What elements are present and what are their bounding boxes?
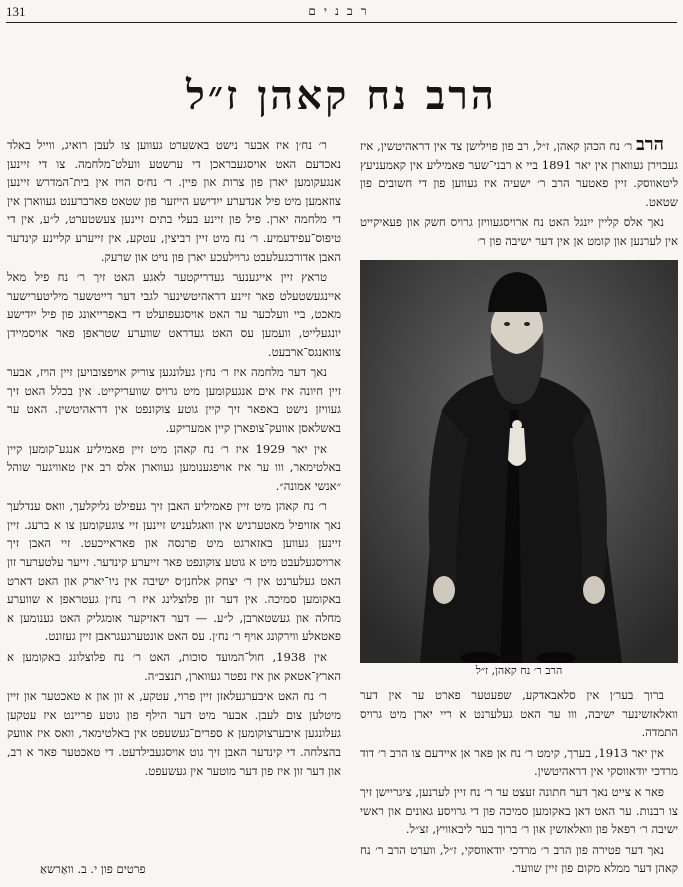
running-head-title: רבנים <box>308 4 375 18</box>
left-paragraph-1: ר׳ נח׳ן איז אבער נישט באשערט געווען צו לעבן רואיג, ווייל באלד נאכדעם האט אויסגעבראכן די ערשטע וועלט־מלחמה. צו די זיינען אנגעקומען יארן פון צרות און פיין. ר׳ נח׳ס הויז אין בית־המדרש זיינען צוזאמען מיט פיל אנדערע ייִדישע הייזער פון שטאט פארברענט געווארן אין די מלחמה יארן. פיל פון זיינע בעלי בתים זיינען צעשטערט, ל״ע, אין די טיפוס־עפידעמיע. ר׳ נח מיט זיין רביצין, עטקע, אין זייערע קליינע קינדער האבן אדורכגעלעבט גרוילעכע יארן פון נויט און שרעק. <box>7 138 341 264</box>
left-paragraph-6: אין 1938, חול־המועד סוכות, האט ר׳ נח פלוצלונג באקומען א הארץ־אטאק און איז נפטר געווארן, תנצב״ה. <box>7 650 341 683</box>
right-column-upper <box>360 136 678 253</box>
portrait-photo <box>360 260 678 663</box>
left-paragraph-7: ר׳ נח האט איבערגעלאזן זיין פרוי, עטקע, א זון און א טאכטער און זיין מיטלען צום לעבן. אבער מיט דער הילף פון גוטע פריינט איז עטקען געלונגען איבערצוקומען א ספרים־געשעפט אין באלטימאר, וואס איז אוועק בהצלחה. די קינדער האבן זיך גוט אויסגעבילדעט. די טאכטער פאר א רב, און דער זון איז פון דער מוטער אין געשעפט. <box>7 689 341 778</box>
left-paragraph-4: אין יאר 1929 איז ר׳ נח קאהן מיט זיין פאמיליע אנגע־קומען קיין באלטימאר, ווו ער איז אויפגענומען געווארן אלס רב אין טאוויגער שוהל ״אנשי אמונה״. <box>7 441 341 493</box>
right-paragraph-2: נאך אלס קליין ייִנגל האט נח ארויסגעוויזן גרויס חשק און פעאיקייט אין לערנען און קומט אן אין דער ישיבה פון ר׳ <box>360 215 678 248</box>
left-column <box>7 136 341 782</box>
source-credit: פרטים פון י. ב. וואַרשאַ <box>40 862 146 876</box>
right-lower-paragraph-2: אין יאר 1913, בערך, קימט ר׳ נח אן פאר אן איידעם צו הרב ר׳ דוד מרדכי יודאווסקי אין דראהיטשין. <box>360 745 678 779</box>
left-paragraph-5: ר׳ נח קאהן מיט זיין פאמיליע האבן זיך געפילט גליקלעך, וואס ענדלעך נאך אזויפיל מאטערניש אין וואגלעניש זיינען זיי צוגעקומען צו א ברעג. זיין זיינען געווען באזארגט מיט פרנסה און פאראייכעט. זיי האבן זיך ארויסגעלעבט מיט א גוטע צוקונפט פאר זייערע קינדער. זייער עלטערער זון האט געלערנט אין ר׳ יצחק אלחנן׳ס ישיבה אין ניו־יארק און האט דארט באקומען סמיכה. אין דער זון פלוצלינג איז ר׳ נח׳ן געטראפן א שווערע מחלה און געשטארבן, ל״ע. — דער דאזיקער אומגליק האט גענומען א פאטאלע ווירקונג אויף ר׳ נח׳ן. עס האט אונטערגעגראבן זיין געזונט. <box>7 499 341 644</box>
left-paragraph-2: טראץ זיין אייגענער געדריקטער לאגע האט זיך ר׳ נח פיל מאל איינגעשטעלט פאר זיינע דראהיטשינער לגבי דער דייטשער מיליטערישער מאכט, ביי וועלכער ער האט אויסגעפועלט די באפרייאונג פון פיל ייִדישע יונגעלייט, וועמען עס האט געדראט שווערע שטראפן פאר אויסמיידן צוואנגס־ארבעט. <box>7 270 341 359</box>
right-lower-paragraph-4: נאך דער פטירה פון הרב ר׳ מרדכי יודאווסקי, ז״ל, ווערט הרב ר׳ נח קאהן דער ממלא מקום פון זיין שווער. <box>360 842 678 876</box>
article-title: הרב נח קאהן ז״ל <box>186 72 497 119</box>
page-number: 131 <box>6 4 26 19</box>
right-lower-paragraph-1: ברוך בער׳ן אין סלאבאדקע, שפעטער פארט ער אין דער וואלאזשינער ישיבה, ווו ער האט געלערנט א ריי יארן מיט גרויס התמדה. <box>360 688 678 740</box>
lead-word: הרב <box>636 134 664 155</box>
right-lower-paragraph-3: פאר א צייט נאך דער חתונה זעצט ער ר׳ נח זיין לערנען, ציגריישן זיך צו רבנות. ער האט דאן באקומען סמיכה פון די גרויסע גאונים און ראשי ישיבה ר׳ רפאל פון וואלאזשין און ר׳ ברוך בער ליבאוויץ, זצ״ל. <box>360 784 678 837</box>
running-header <box>6 4 677 23</box>
portrait-illustration <box>360 260 678 663</box>
left-paragraph-3: נאך דער מלחמה איז ר׳ נח׳ן געלונגען צוריק אויפצובויען זיין הויז, אבער זיין חיונה איז אים אנגעקומען מיט גרויס שוועריקייט. אין בכלל האט זיך געוויזן נישט באפאר זיך קיין גוטע צוקונפט אין דראהיטשין. האט ער באשלאסן אוועק־צופארן קיין אמעריקע. <box>7 365 341 435</box>
right-paragraph-1: הרב ר׳ נח הכהן קאהן, ז״ל, רב פון פוילישן צד אין דראהיטשין, איז געבוירן געווארן אין יאר 1891 ביי א רבני־שער פאמיליע אין קאמעניעץ ליטאווסק. זיין פאטער הרב ר׳ ישעיה איז געווען פון די חשובים פון שטאט. <box>360 134 678 209</box>
right-column-lower <box>360 686 678 880</box>
photo-caption: הרב ר׳ נח קאהן, ז״ל <box>475 664 563 677</box>
